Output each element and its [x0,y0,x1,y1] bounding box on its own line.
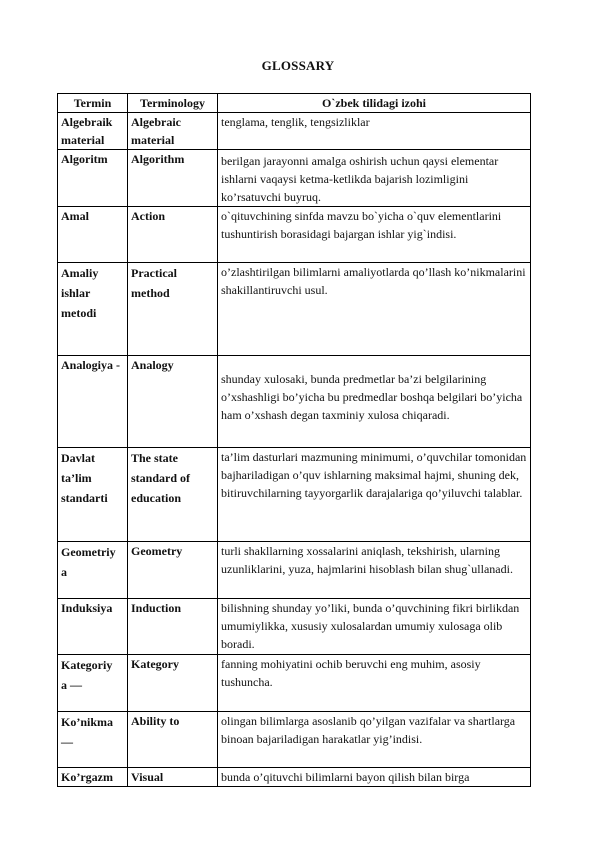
english-cell: Ability to [128,712,218,768]
header-terminology: Terminology [128,94,218,113]
table-row [58,768,531,787]
term-cell: Geometriy a [58,542,128,599]
definition-cell: o`qituvchining sinfda mavzu bo`yicha o`quv elementlarini tushuntirish borasidagi bajargan ishlar yig`indisi. [218,207,531,263]
definition-cell: turli shakllarning xossalarini aniqlash, tekshirish, ularning uzunliklarini, yuza, hajmlarini hisoblash bilan shug`ullanadi. [218,542,531,599]
english-cell: Visual [128,768,218,787]
table-row [58,542,531,599]
term-cell: Kategoriy a — [58,655,128,712]
term-cell: Ko’rgazm [58,768,128,787]
term-cell: Ko’nikma — [58,712,128,768]
header-term: Termin [58,94,128,113]
table-row [58,448,531,542]
table-row [58,207,531,263]
definition-cell: berilgan jarayonni amalga oshirish uchun qaysi elementar ishlarni vaqaysi ketma-ketlikda bajarish lozimligini ko’rsatuvchi buyruq. [218,150,531,207]
definition-cell: shunday xulosaki, bunda predmetlar ba’zi belgilarining o’xshashligi bo’yicha bu predmedlar boshqa belgilari bo’yicha ham o’xshash degan taxminiy xulosa chiqaradi. [218,356,531,448]
table-row [58,113,531,150]
table-row [58,356,531,448]
header-definition: O`zbek tilidagi izohi [218,94,531,113]
page-title: GLOSSARY [261,58,335,73]
english-cell: Geometry [128,542,218,599]
table-row [58,263,531,356]
definition-cell: ta’lim dasturlari mazmuning minimumi, o’quvchilar tomonidan bajhariladigan o’quv ishlarning maksimal hajmi, shuning dek, bitiruvchilarning tayyorgarlik darajalariga qo’yiluvchi talablar. [218,448,531,542]
english-cell: The state standard of education [128,448,218,542]
term-cell: Induksiya [58,599,128,655]
english-cell: Algorithm [128,150,218,207]
term-cell: Algoritm [58,150,128,207]
english-cell: Analogy [128,356,218,448]
english-cell: Kategory [128,655,218,712]
table-row [58,150,531,207]
definition-cell: tenglama, tenglik, tengsizliklar [218,113,531,150]
english-cell: Action [128,207,218,263]
term-cell: Analogiya - [58,356,128,448]
definition-cell: olingan bilimlarga asoslanib qo’yilgan vazifalar va shartlarga binoan bajariladigan harakatlar yig’indisi. [218,712,531,768]
term-cell: Davlat ta’lim standarti [58,448,128,542]
english-cell: Algebraic material [128,113,218,150]
glossary-table [57,93,531,787]
definition-cell: bunda o’qituvchi bilimlarni bayon qilish bilan birga [218,768,531,787]
table-header-row [58,94,531,113]
english-cell: Induction [128,599,218,655]
definition-cell: bilishning shunday yo’liki, bunda o’quvchining fikri birlikdan umumiylikka, xususiy xulosalardan umumiy xulosaga olib boradi. [218,599,531,655]
table-row [58,712,531,768]
term-cell: Amaliy ishlar metodi [58,263,128,356]
table-row [58,655,531,712]
term-cell: Amal [58,207,128,263]
definition-cell: fanning mohiyatini ochib beruvchi eng muhim, asosiy tushuncha. [218,655,531,712]
term-cell: Algebraik material [58,113,128,150]
table-row [58,599,531,655]
definition-cell: o’zlashtirilgan bilimlarni amaliyotlarda qo’llash ko’nikmalarini shakillantiruvchi usul. [218,263,531,356]
english-cell: Practical method [128,263,218,356]
